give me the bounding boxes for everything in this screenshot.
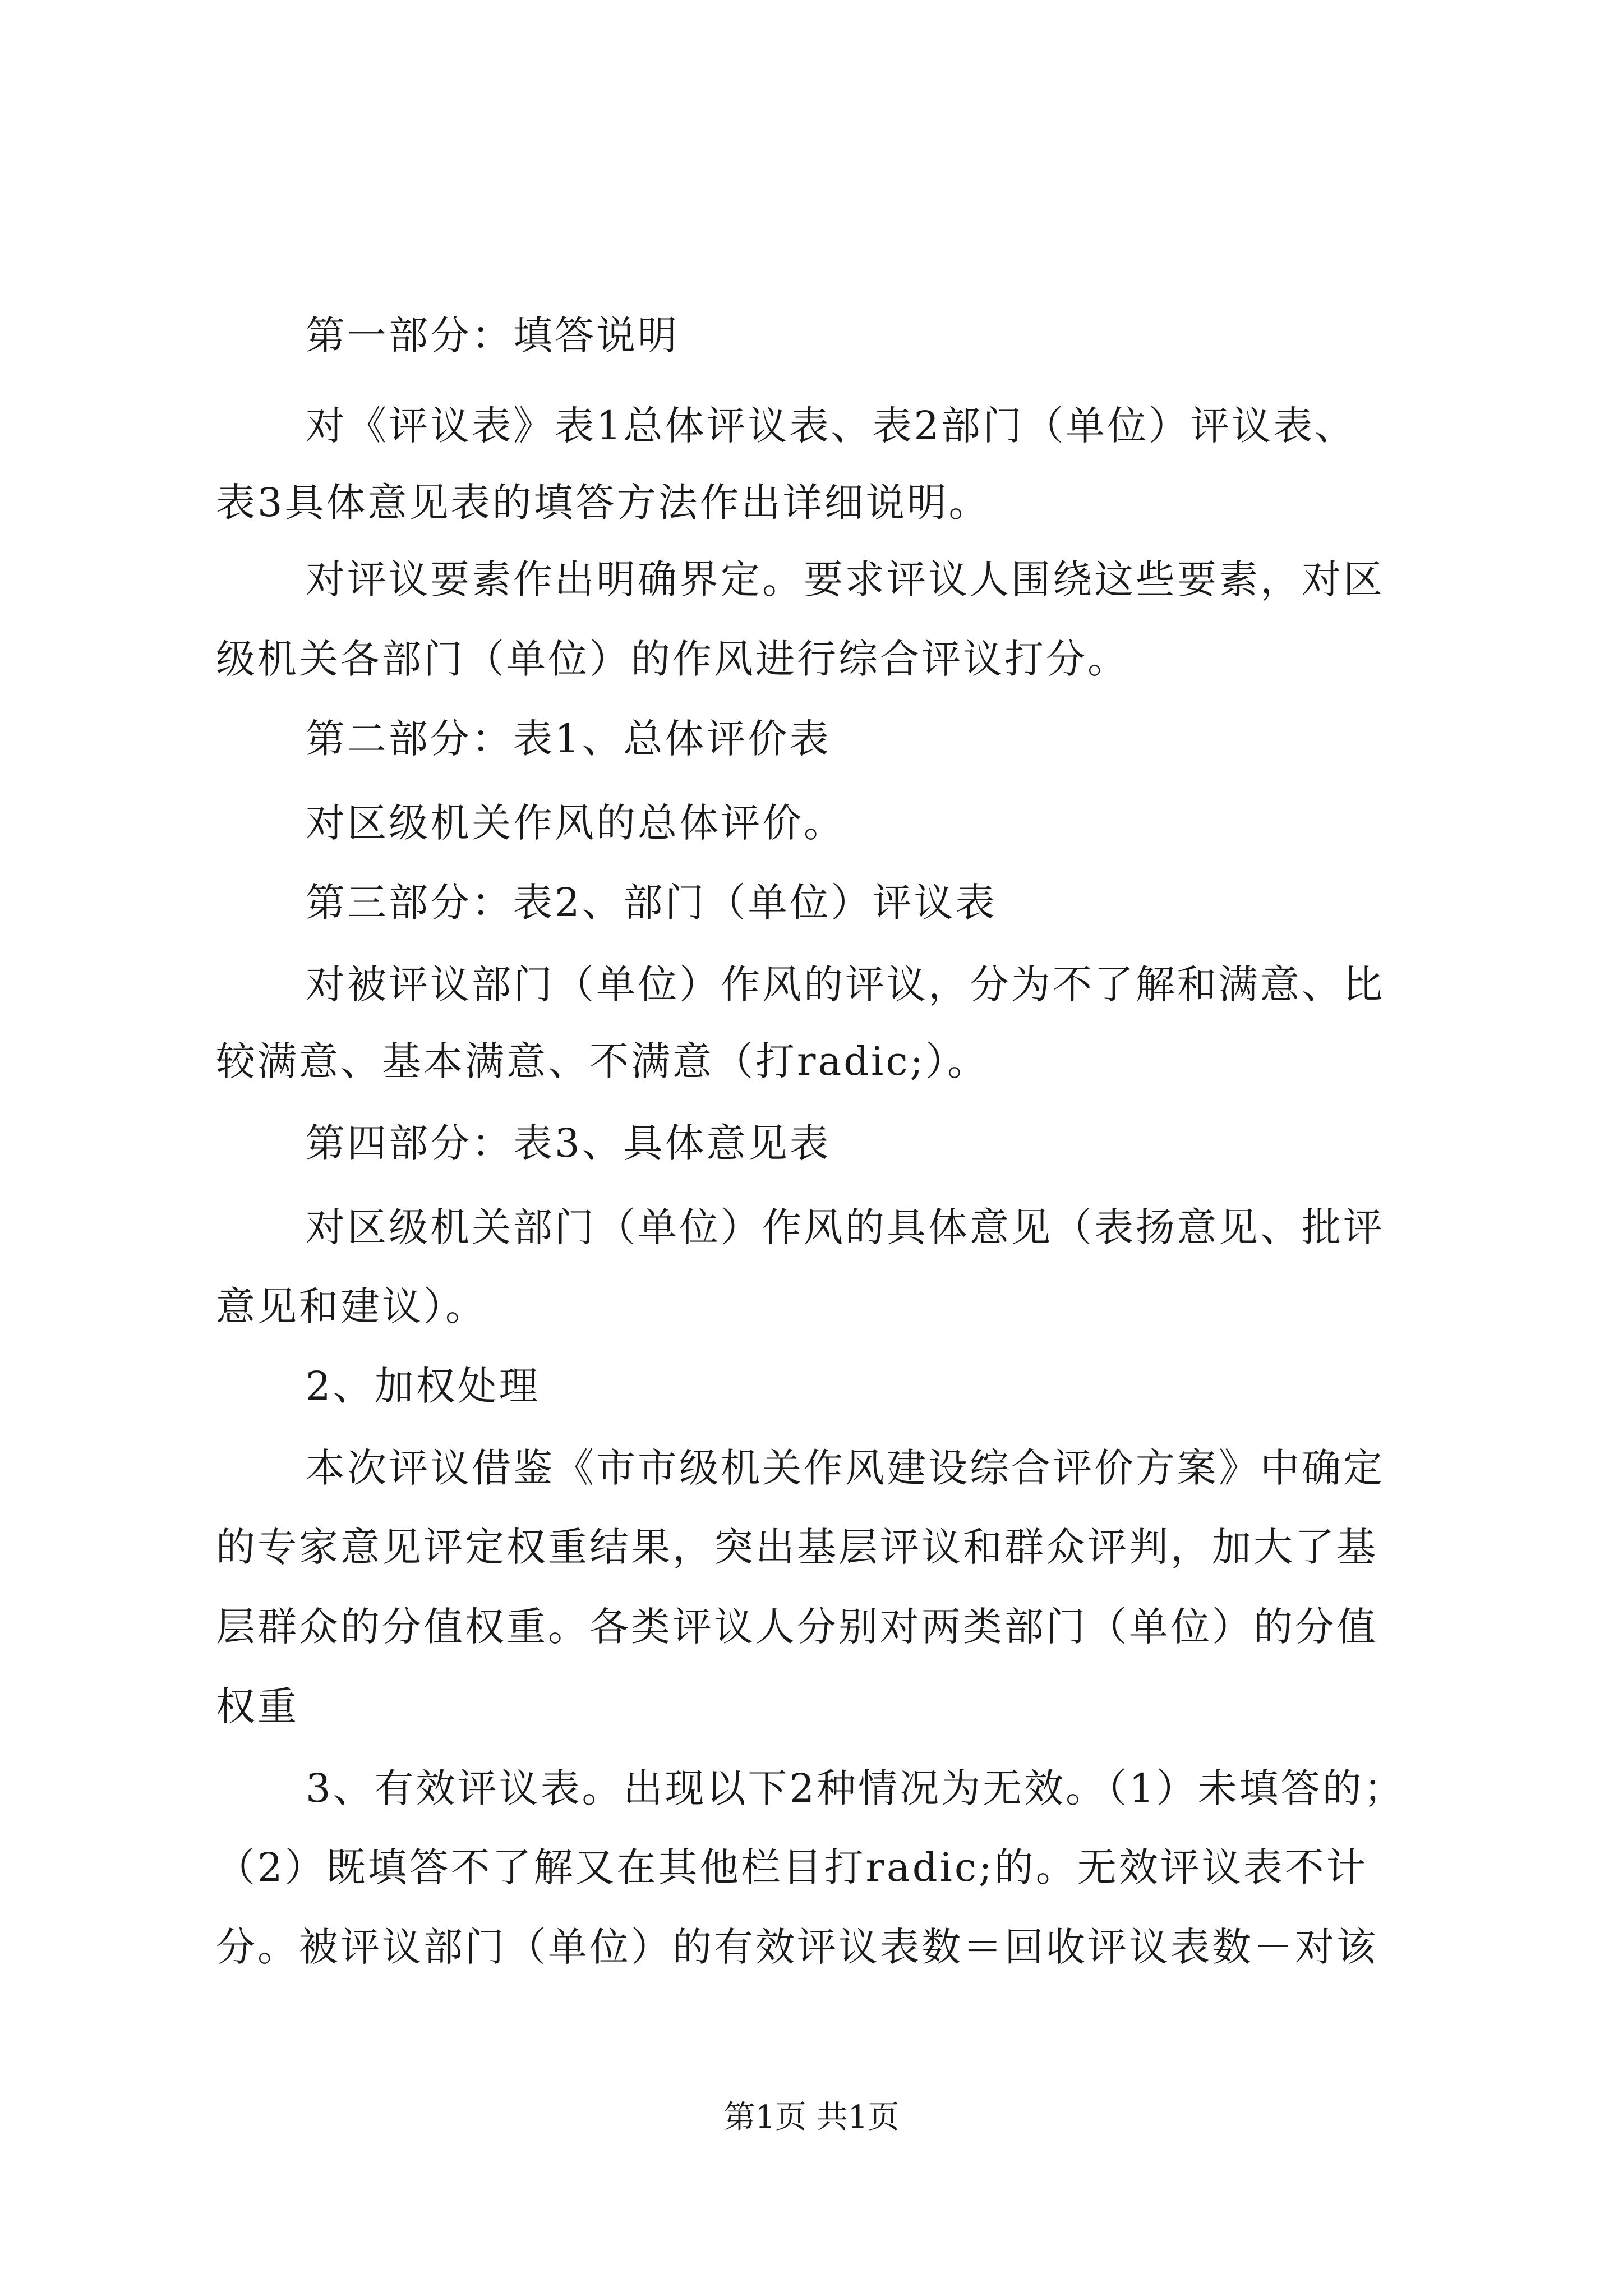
paragraph-line: 本次评议借鉴《市市级机关作风建设综合评价方案》中确定 xyxy=(306,1445,1385,1491)
paragraph-line: 级机关各部门（单位）的作风进行综合评议打分。 xyxy=(216,636,1129,682)
paragraph-line: 层群众的分值权重。各类评议人分别对两类部门（单位）的分值 xyxy=(216,1604,1378,1650)
section-heading-weighting: 2、加权处理 xyxy=(306,1363,541,1409)
paragraph-line: 分。被评议部门（单位）的有效评议表数＝回收评议表数－对该 xyxy=(216,1924,1378,1970)
paragraph-line: 3、有效评议表。出现以下2种情况为无效。（1）未填答的； xyxy=(306,1765,1405,1811)
paragraph-line: 对《评议表》表1总体评议表、表2部门（单位）评议表、 xyxy=(306,403,1357,449)
section-heading-part-three: 第三部分：表2、部门（单位）评议表 xyxy=(306,880,997,926)
paragraph-line: 权重 xyxy=(216,1683,299,1729)
paragraph-line: （2）既填答不了解又在其他栏目打radic;的。无效评议表不计 xyxy=(216,1844,1368,1890)
paragraph-line: 对被评议部门（单位）作风的评议，分为不了解和满意、比 xyxy=(306,961,1385,1007)
paragraph-line: 意见和建议）。 xyxy=(216,1283,487,1329)
paragraph-line: 的专家意见评定权重结果，突出基层评议和群众评判，加大了基 xyxy=(216,1524,1378,1570)
page-footer: 第1页 共1页 xyxy=(723,2099,900,2136)
section-heading-part-one: 第一部分：填答说明 xyxy=(306,312,679,358)
paragraph-line: 对评议要素作出明确界定。要求评议人围绕这些要素，对区 xyxy=(306,556,1385,602)
paragraph-line: 表3具体意见表的填答方法作出详细说明。 xyxy=(216,480,990,526)
section-heading-part-four: 第四部分：表3、具体意见表 xyxy=(306,1120,831,1166)
paragraph-line: 对区级机关作风的总体评价。 xyxy=(306,800,845,846)
section-heading-part-two: 第二部分：表1、总体评价表 xyxy=(306,716,831,762)
paragraph-line: 较满意、基本满意、不满意（打radic;）。 xyxy=(216,1038,989,1084)
paragraph-line: 对区级机关部门（单位）作风的具体意见（表扬意见、批评 xyxy=(306,1204,1385,1250)
